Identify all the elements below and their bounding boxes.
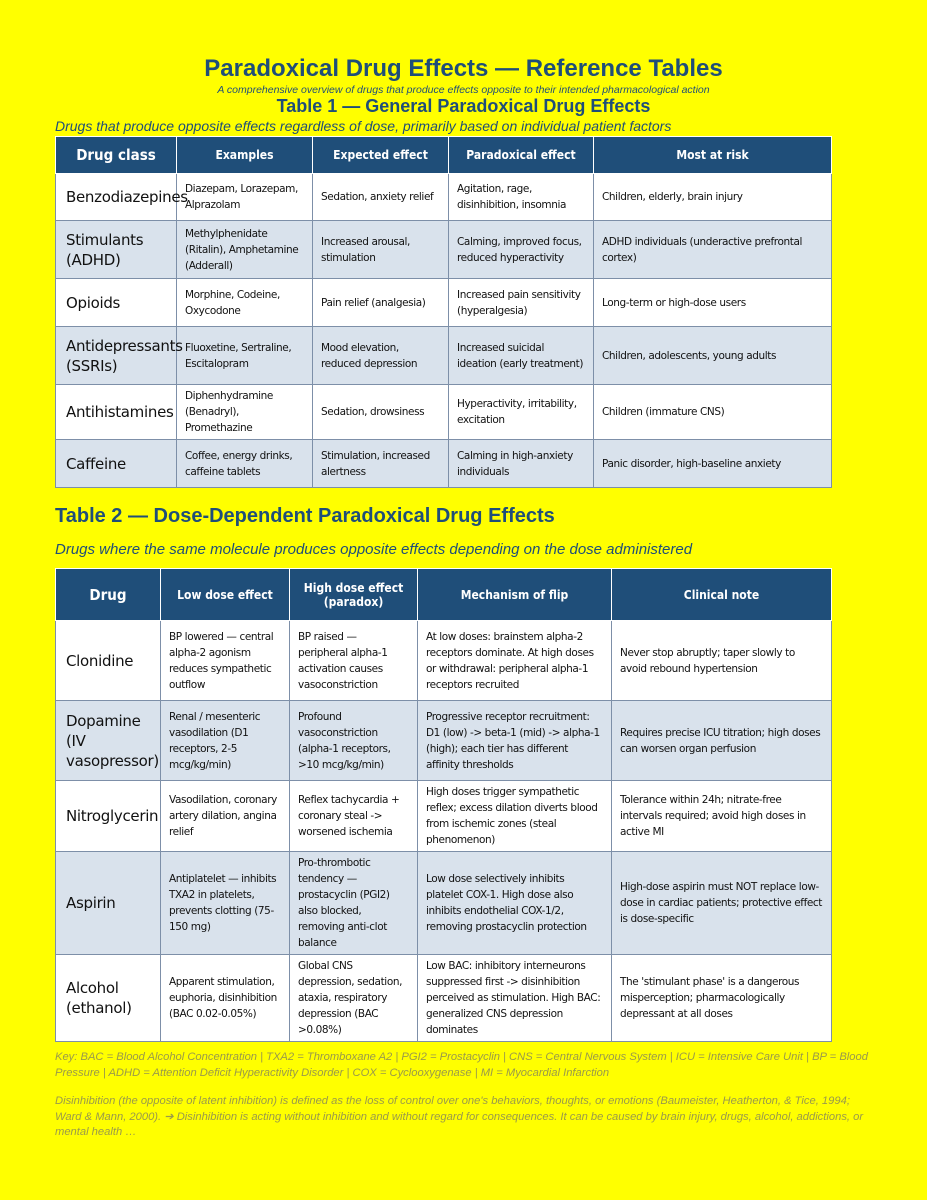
- drug-cell: Dopamine (IV vasopressor): [56, 701, 161, 781]
- column-header: Expected effect: [313, 137, 449, 174]
- drug-class-cell: Stimulants (ADHD): [56, 221, 177, 279]
- column-header: Examples: [177, 137, 313, 174]
- table-cell: Tolerance within 24h; nitrate-free intervals required; avoid high doses in active MI: [612, 781, 832, 852]
- table-cell: Coffee, energy drinks, caffeine tablets: [177, 440, 313, 488]
- table-cell: Progressive receptor recruitment: D1 (low) -> beta-1 (mid) -> alpha-1 (high); each tier has different affinity thresholds: [418, 701, 612, 781]
- table-cell: Agitation, rage, disinhibition, insomnia: [449, 174, 594, 221]
- drug-cell: Nitroglycerin: [56, 781, 161, 852]
- table-cell: High doses trigger sympathetic reflex; excess dilation diverts blood from ischemic zones (steal phenomenon): [418, 781, 612, 852]
- table-row: [56, 621, 832, 701]
- table-cell: Children, elderly, brain injury: [594, 174, 832, 221]
- table-row: [56, 174, 832, 221]
- abbreviation-key: Key: BAC = Blood Alcohol Concentration | TXA2 = Thromboxane A2 | PGI2 = Prostacyclin | CNS = Central Nervous System | ICU = Intensive Care Unit | BP = Blood Pressure | ADHD = Attention Deficit Hyperactivity Disorder | COX = Cyclooxygenase | MI = Myocardial Infarction: [55, 1051, 868, 1079]
- table2-title: Table 2 — Dose-Dependent Paradoxical Drug Effects: [55, 505, 555, 527]
- drug-cell: Aspirin: [56, 852, 161, 955]
- table-header-row: [56, 569, 832, 621]
- table-cell: Increased pain sensitivity (hyperalgesia): [449, 279, 594, 327]
- column-header: Paradoxical effect: [449, 137, 594, 174]
- table-cell: Reflex tachycardia + coronary steal -> worsened ischemia: [290, 781, 418, 852]
- table-row: [56, 327, 832, 385]
- table-cell: Hyperactivity, irritability, excitation: [449, 385, 594, 440]
- table1-title: Table 1 — General Paradoxical Drug Effects: [276, 96, 651, 116]
- table-cell: Renal / mesenteric vasodilation (D1 receptors, 2-5 mcg/kg/min): [161, 701, 290, 781]
- column-header: Drug class: [56, 137, 177, 174]
- table-row: [56, 221, 832, 279]
- page-subtitle: A comprehensive overview of drugs that produce effects opposite to their intended pharmacological action: [217, 84, 710, 96]
- table-row: [56, 440, 832, 488]
- table-cell: Requires precise ICU titration; high doses can worsen organ perfusion: [612, 701, 832, 781]
- table-cell: BP lowered — central alpha-2 agonism reduces sympathetic outflow: [161, 621, 290, 701]
- general-paradoxical-effects-table: [55, 136, 832, 488]
- drug-cell: Clonidine: [56, 621, 161, 701]
- table-cell: At low doses: brainstem alpha-2 receptors dominate. At high doses or withdrawal: peripheral alpha-1 receptors recruited: [418, 621, 612, 701]
- table-row: [56, 955, 832, 1042]
- column-header: Low dose effect: [161, 569, 290, 621]
- column-header: Mechanism of flip: [418, 569, 612, 621]
- table-cell: High-dose aspirin must NOT replace low-dose in cardiac patients; protective effect is dose-specific: [612, 852, 832, 955]
- table-cell: The 'stimulant phase' is a dangerous misperception; pharmacologically depressant at all doses: [612, 955, 832, 1042]
- table2-subtitle: Drugs where the same molecule produces opposite effects depending on the dose administered: [55, 541, 693, 558]
- drug-class-cell: Caffeine: [56, 440, 177, 488]
- drug-cell: Alcohol (ethanol): [56, 955, 161, 1042]
- table-cell: Mood elevation, reduced depression: [313, 327, 449, 385]
- table-cell: Apparent stimulation, euphoria, disinhibition (BAC 0.02-0.05%): [161, 955, 290, 1042]
- table-cell: Fluoxetine, Sertraline, Escitalopram: [177, 327, 313, 385]
- column-header: Most at risk: [594, 137, 832, 174]
- table-cell: Calming, improved focus, reduced hyperactivity: [449, 221, 594, 279]
- table-cell: Vasodilation, coronary artery dilation, angina relief: [161, 781, 290, 852]
- table-cell: Methylphenidate (Ritalin), Amphetamine (Adderall): [177, 221, 313, 279]
- table-cell: Calming in high-anxiety individuals: [449, 440, 594, 488]
- table-cell: Diphenhydramine (Benadryl), Promethazine: [177, 385, 313, 440]
- table-cell: ADHD individuals (underactive prefrontal cortex): [594, 221, 832, 279]
- column-header: Drug: [56, 569, 161, 621]
- column-header: High dose effect (paradox): [290, 569, 418, 621]
- table-cell: Diazepam, Lorazepam, Alprazolam: [177, 174, 313, 221]
- table-row: [56, 279, 832, 327]
- table-cell: Increased arousal, stimulation: [313, 221, 449, 279]
- table-cell: BP raised — peripheral alpha-1 activation causes vasoconstriction: [290, 621, 418, 701]
- drug-class-cell: Benzodiazepines: [56, 174, 177, 221]
- drug-class-cell: Opioids: [56, 279, 177, 327]
- table-row: [56, 781, 832, 852]
- table1-subtitle: Drugs that produce opposite effects regardless of dose, primarily based on individual patient factors: [55, 118, 672, 134]
- table-row: [56, 852, 832, 955]
- drug-class-cell: Antihistamines: [56, 385, 177, 440]
- table-cell: Profound vasoconstriction (alpha-1 receptors, >10 mcg/kg/min): [290, 701, 418, 781]
- drug-class-cell: Antidepressants (SSRIs): [56, 327, 177, 385]
- table-cell: Never stop abruptly; taper slowly to avoid rebound hypertension: [612, 621, 832, 701]
- table-cell: Stimulation, increased alertness: [313, 440, 449, 488]
- dose-dependent-effects-table: [55, 568, 832, 1042]
- table-cell: Children, adolescents, young adults: [594, 327, 832, 385]
- table-row: [56, 701, 832, 781]
- table-cell: Sedation, anxiety relief: [313, 174, 449, 221]
- table-cell: Panic disorder, high-baseline anxiety: [594, 440, 832, 488]
- disinhibition-note: Disinhibition (the opposite of latent inhibition) is defined as the loss of control over one's behaviors, thoughts, or emotions (Baumeister, Heatherton, & Tice, 1994; Ward & Mann, 2000). ➔ Disinhibition is acting without inhibition and without regard for consequences. It can be caused by brain injury, drugs, alcohol, addictions, or mental health …: [55, 1095, 864, 1138]
- table-cell: Pro-thrombotic tendency — prostacyclin (PGI2) also blocked, removing anti-clot balance: [290, 852, 418, 955]
- table-cell: Children (immature CNS): [594, 385, 832, 440]
- table-cell: Low BAC: inhibitory interneurons suppressed first -> disinhibition perceived as stimulation. High BAC: generalized CNS depression dominates: [418, 955, 612, 1042]
- table-cell: Global CNS depression, sedation, ataxia, respiratory depression (BAC >0.08%): [290, 955, 418, 1042]
- table-cell: Long-term or high-dose users: [594, 279, 832, 327]
- table-row: [56, 385, 832, 440]
- table-cell: Low dose selectively inhibits platelet COX-1. High dose also inhibits endothelial COX-1/2, removing prostacyclin protection: [418, 852, 612, 955]
- table-cell: Pain relief (analgesia): [313, 279, 449, 327]
- table-header-row: [56, 137, 832, 174]
- table-cell: Antiplatelet — inhibits TXA2 in platelets, prevents clotting (75-150 mg): [161, 852, 290, 955]
- table-cell: Sedation, drowsiness: [313, 385, 449, 440]
- table-cell: Morphine, Codeine, Oxycodone: [177, 279, 313, 327]
- page-title: Paradoxical Drug Effects — Reference Tables: [204, 55, 723, 82]
- column-header: Clinical note: [612, 569, 832, 621]
- table-cell: Increased suicidal ideation (early treatment): [449, 327, 594, 385]
